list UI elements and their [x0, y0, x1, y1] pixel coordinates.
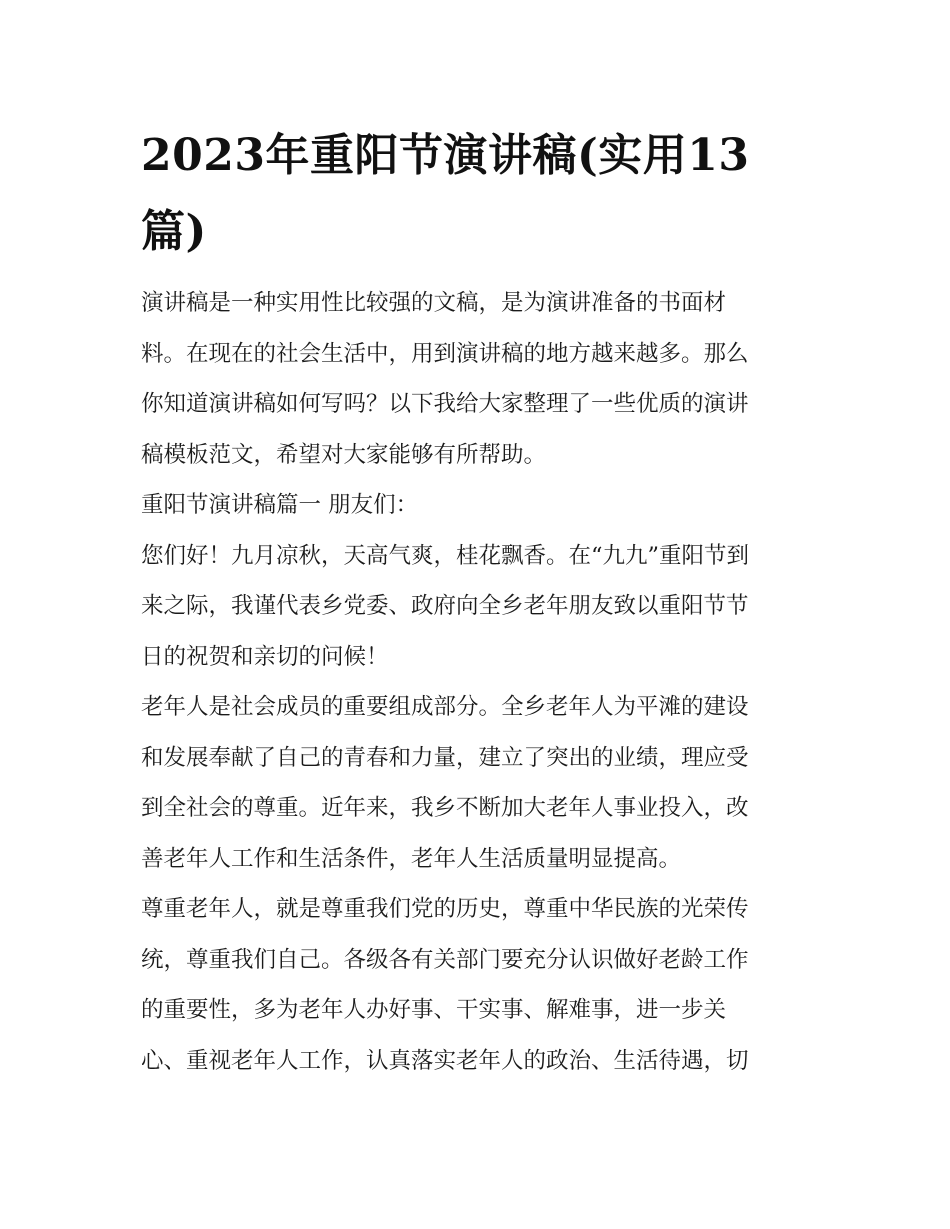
paragraph-line: 统，尊重我们自己。各级各有关部门要充分认识做好老龄工作: [141, 946, 749, 973]
paragraph-line: 善老年人工作和生活条件，老年人生活质量明显提高。: [141, 845, 682, 872]
paragraph-line: 您们好！九月凉秋，天高气爽，桂花飘香。在“九九”重阳节到: [141, 542, 750, 569]
title-line: 篇): [141, 206, 207, 257]
paragraph-line: 的重要性，多为老年人办好事、干实事、解难事，进一步关: [141, 997, 727, 1023]
paragraph-line: 和发展奉献了自己的青春和力量，建立了突出的业绩，理应受: [141, 744, 749, 771]
section-heading-line: 重阳节演讲稿篇一 朋友们：: [141, 492, 419, 518]
intro-line: 你知道演讲稿如何写吗？以下我给大家整理了一些优质的演讲: [141, 391, 749, 417]
document-title: [141, 118, 821, 270]
intro-line: 演讲稿是一种实用性比较强的文稿，是为演讲准备的书面材: [141, 290, 727, 316]
paragraph-line: 到全社会的尊重。近年来，我乡不断加大老年人事业投入，改: [141, 795, 749, 821]
paragraph-line: 来之际，我谨代表乡党委、政府向全乡老年朋友致以重阳节节: [141, 593, 749, 619]
intro-line: 稿模板范文，希望对大家能够有所帮助。: [141, 441, 547, 468]
paragraph-line: 尊重老年人，就是尊重我们党的历史，尊重中华民族的光荣传: [141, 896, 749, 922]
paragraph-line: 老年人是社会成员的重要组成部分。全乡老年人为平滩的建设: [141, 694, 749, 720]
title-line: 2023年重阳节演讲稿(实用13: [141, 130, 750, 181]
paragraph-line: 心、重视老年人工作，认真落实老年人的政治、生活待遇，切: [141, 1047, 749, 1074]
document-body: [141, 278, 816, 1086]
paragraph-line: 日的祝贺和亲切的问候！: [141, 643, 389, 670]
intro-line: 料。在现在的社会生活中，用到演讲稿的地方越来越多。那么: [141, 340, 749, 367]
